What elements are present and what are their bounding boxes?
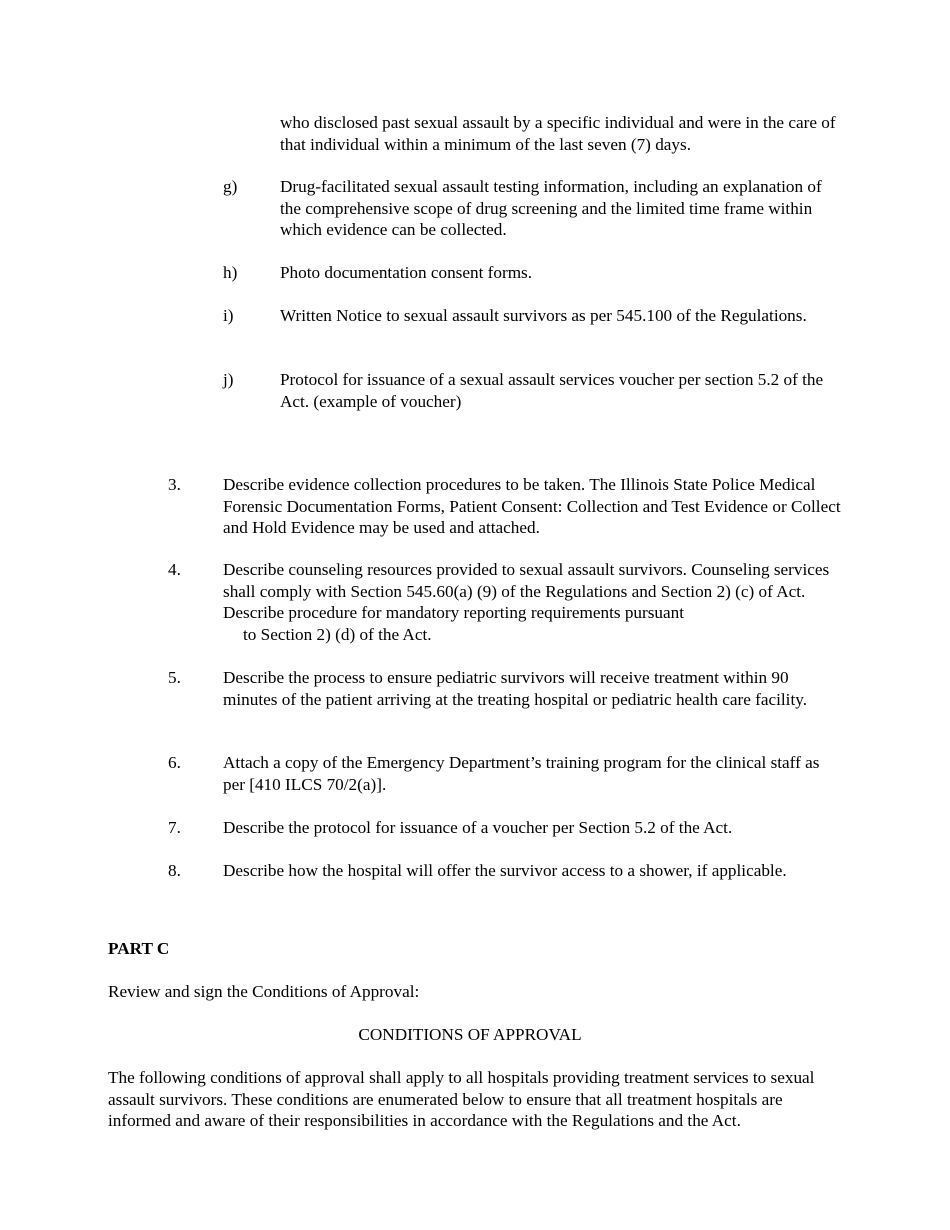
instruction-text: Review and sign the Conditions of Approval: — [108, 982, 420, 1001]
list-item-text: Describe the process to ensure pediatric survivors will receive treatment within 90 minutes of the patient arriving at the treating hospital or pediatric health care facility. — [223, 668, 807, 709]
list-marker: j) — [223, 370, 234, 389]
list-marker: h) — [223, 263, 238, 282]
numbered-item-8 — [168, 860, 843, 882]
list-marker: i) — [223, 306, 234, 325]
list-item-text: Describe how the hospital will offer the survivor access to a shower, if applicable. — [223, 861, 787, 880]
section-heading: PART C — [108, 939, 170, 958]
list-marker: 4. — [168, 560, 181, 579]
numbered-item-5 — [168, 667, 843, 710]
conditions-paragraph: The following conditions of approval shall apply to all hospitals providing treatment services to sexual assault survivors. These conditions are enumerated below to ensure that all treatment hospitals are informed and aware of their responsibilities in accordance with the Regulations and the Act. — [108, 1068, 815, 1131]
list-item-h — [223, 262, 843, 284]
list-item-text-main: Describe counseling resources provided to sexual assault survivors. Counseling services shall comply with Section 545.60(a) (9) of the Regulations and Section 2) (c) of Act. Describe procedure for mandatory reporting requirements pursuant — [223, 560, 830, 623]
list-marker: 6. — [168, 753, 181, 772]
numbered-item-4 — [168, 559, 843, 645]
list-item-text — [223, 559, 843, 645]
conditions-title: CONDITIONS OF APPROVAL — [358, 1025, 582, 1044]
list-item-text: Describe the protocol for issuance of a voucher per Section 5.2 of the Act. — [223, 818, 733, 837]
list-item-text: Drug-facilitated sexual assault testing information, including an explanation of the comprehensive scope of drug screening and the limited time frame within which evidence can be collected. — [280, 177, 822, 240]
numbered-item-7 — [168, 817, 843, 839]
list-marker: g) — [223, 177, 238, 196]
list-marker: 5. — [168, 668, 181, 687]
list-item-g — [223, 176, 843, 241]
numbered-item-6 — [168, 752, 843, 795]
continuation-text: who disclosed past sexual assault by a specific individual and were in the care of that individual within a minimum of the last seven (7) days. — [280, 113, 836, 154]
list-item-text-hanging: to Section 2) (d) of the Act. — [243, 624, 432, 644]
list-marker: 8. — [168, 861, 181, 880]
list-marker: 3. — [168, 475, 181, 494]
list-item-i — [223, 305, 843, 327]
numbered-item-3 — [168, 474, 843, 539]
list-item-j — [223, 369, 843, 412]
list-item-text: Photo documentation consent forms. — [280, 263, 533, 282]
list-marker: 7. — [168, 818, 181, 837]
list-item-text: Protocol for issuance of a sexual assault services voucher per section 5.2 of the Act. (example of voucher) — [280, 370, 824, 411]
list-item-text: Attach a copy of the Emergency Department’s training program for the clinical staff as per [410 ILCS 70/2(a)]. — [223, 753, 820, 794]
list-item-text: Written Notice to sexual assault survivors as per 545.100 of the Regulations. — [280, 306, 807, 325]
list-item-text: Describe evidence collection procedures to be taken. The Illinois State Police Medical Forensic Documentation Forms, Patient Consent: Collection and Test Evidence or Collect and Hold Evidence may be used and attached. — [223, 475, 841, 538]
